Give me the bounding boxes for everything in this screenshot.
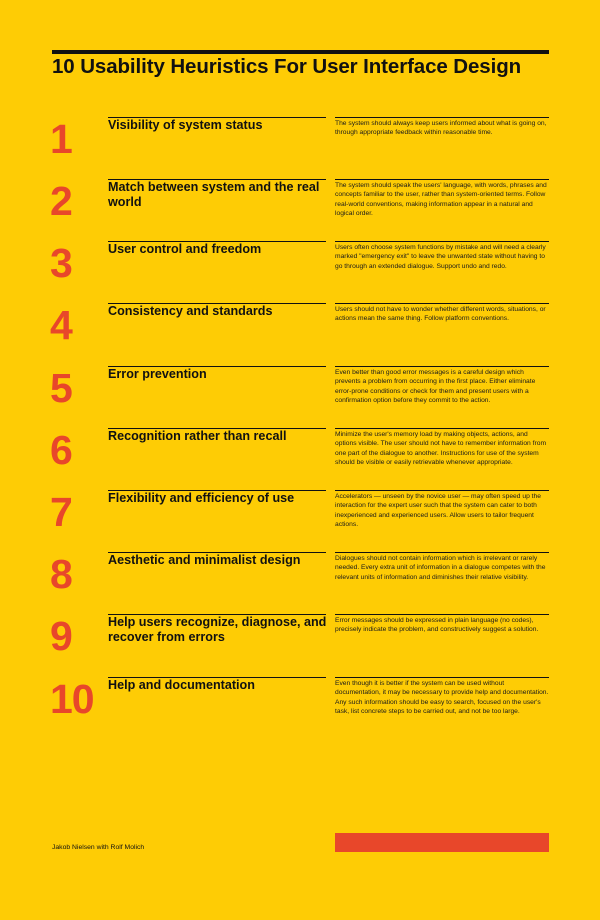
heuristic-description: Even though it is better if the system can be used without documentation, it may be necessary to provide help and documentation. Any such information should be easy to search, focused on the user's task, list concrete steps to be carried out, and not be too large. — [335, 680, 549, 715]
heuristic-item — [0, 366, 600, 428]
heuristic-description: The system should speak the users' language, with words, phrases and concepts familiar to the user, rather than system-oriented terms. Follow real-world conventions, making information appear in a natural and logical order. — [335, 182, 547, 217]
item-rule-right — [335, 366, 549, 367]
heuristic-number: 5 — [50, 365, 72, 411]
item-rule-right — [335, 614, 549, 615]
item-rule-right — [335, 552, 549, 553]
item-rule-right — [335, 241, 549, 242]
heuristic-title: User control and freedom — [108, 242, 262, 256]
heuristic-number: 4 — [50, 302, 72, 348]
heuristic-item — [0, 552, 600, 614]
heuristic-title: Recognition rather than recall — [108, 429, 287, 443]
heuristic-title: Help and documentation — [108, 678, 255, 692]
heuristic-item — [0, 303, 600, 365]
heuristic-number: 8 — [50, 551, 72, 597]
heuristic-title: Visibility of system status — [108, 118, 263, 132]
heuristic-title: Flexibility and efficiency of use — [108, 491, 295, 505]
author-credit: Jakob Nielsen with Rolf Molich — [52, 844, 145, 851]
heuristic-number: 6 — [50, 427, 72, 473]
item-rule-right — [335, 179, 549, 180]
item-rule-right — [335, 303, 549, 304]
heuristic-item — [0, 428, 600, 490]
heuristic-item — [0, 677, 600, 739]
accent-bar — [335, 833, 549, 852]
heuristic-description: Users should not have to wonder whether different words, situations, or actions mean the same thing. Follow platform conventions. — [335, 306, 546, 323]
heuristic-number: 10 — [50, 676, 94, 722]
heuristic-number: 7 — [50, 489, 72, 535]
heuristic-item — [0, 241, 600, 303]
heuristic-number: 1 — [50, 116, 72, 162]
heuristic-description: Error messages should be expressed in plain language (no codes), precisely indicate the problem, and constructively suggest a solution. — [335, 617, 539, 634]
poster-title: 10 Usability Heuristics For User Interface Design — [52, 55, 522, 78]
heuristic-description: The system should always keep users informed about what is going on, through appropriate feedback within reasonable time. — [335, 120, 547, 137]
heuristic-number: 2 — [50, 178, 72, 224]
item-rule-right — [335, 490, 549, 491]
heuristic-description: Dialogues should not contain information which is irrelevant or rarely needed. Every extra unit of information in a dialogue competes with the relevant units of information and diminishes their relative visibility. — [335, 555, 546, 581]
heuristic-title: Match between system and the real world — [108, 180, 320, 209]
heuristic-title: Error prevention — [108, 367, 207, 381]
heuristic-description: Even better than good error messages is a careful design which prevents a problem from occurring in the first place. Either eliminate error-prone conditions or check for them and present users with a confirmation option before they commit to the action. — [335, 369, 536, 404]
title-rule — [52, 50, 549, 54]
heuristic-description: Minimize the user's memory load by making objects, actions, and options visible. The user should not have to remember information from one part of the dialogue to another. Instructions for use of the system should be visible or easily retrievable whenever appropriate. — [335, 431, 547, 466]
heuristic-title: Consistency and standards — [108, 304, 273, 318]
heuristic-item — [0, 490, 600, 552]
heuristic-title: Aesthetic and minimalist design — [108, 553, 301, 567]
item-rule-right — [335, 117, 549, 118]
heuristic-item — [0, 179, 600, 241]
item-rule-right — [335, 677, 549, 678]
heuristic-number: 9 — [50, 613, 72, 659]
heuristic-number: 3 — [50, 240, 72, 286]
item-rule-right — [335, 428, 549, 429]
heuristic-item — [0, 117, 600, 179]
heuristic-description: Users often choose system functions by mistake and will need a clearly marked "emergency exit" to leave the unwanted state without having to go through an extended dialogue. Support undo and redo. — [335, 244, 546, 270]
heuristic-description: Accelerators — unseen by the novice user — may often speed up the interaction for the expert user such that the system can cater to both inexperienced and experienced users. Allow users to tailor frequent actions. — [335, 493, 541, 528]
heuristic-title: Help users recognize, diagnose, and recover from errors — [108, 615, 327, 644]
heuristic-item — [0, 614, 600, 676]
